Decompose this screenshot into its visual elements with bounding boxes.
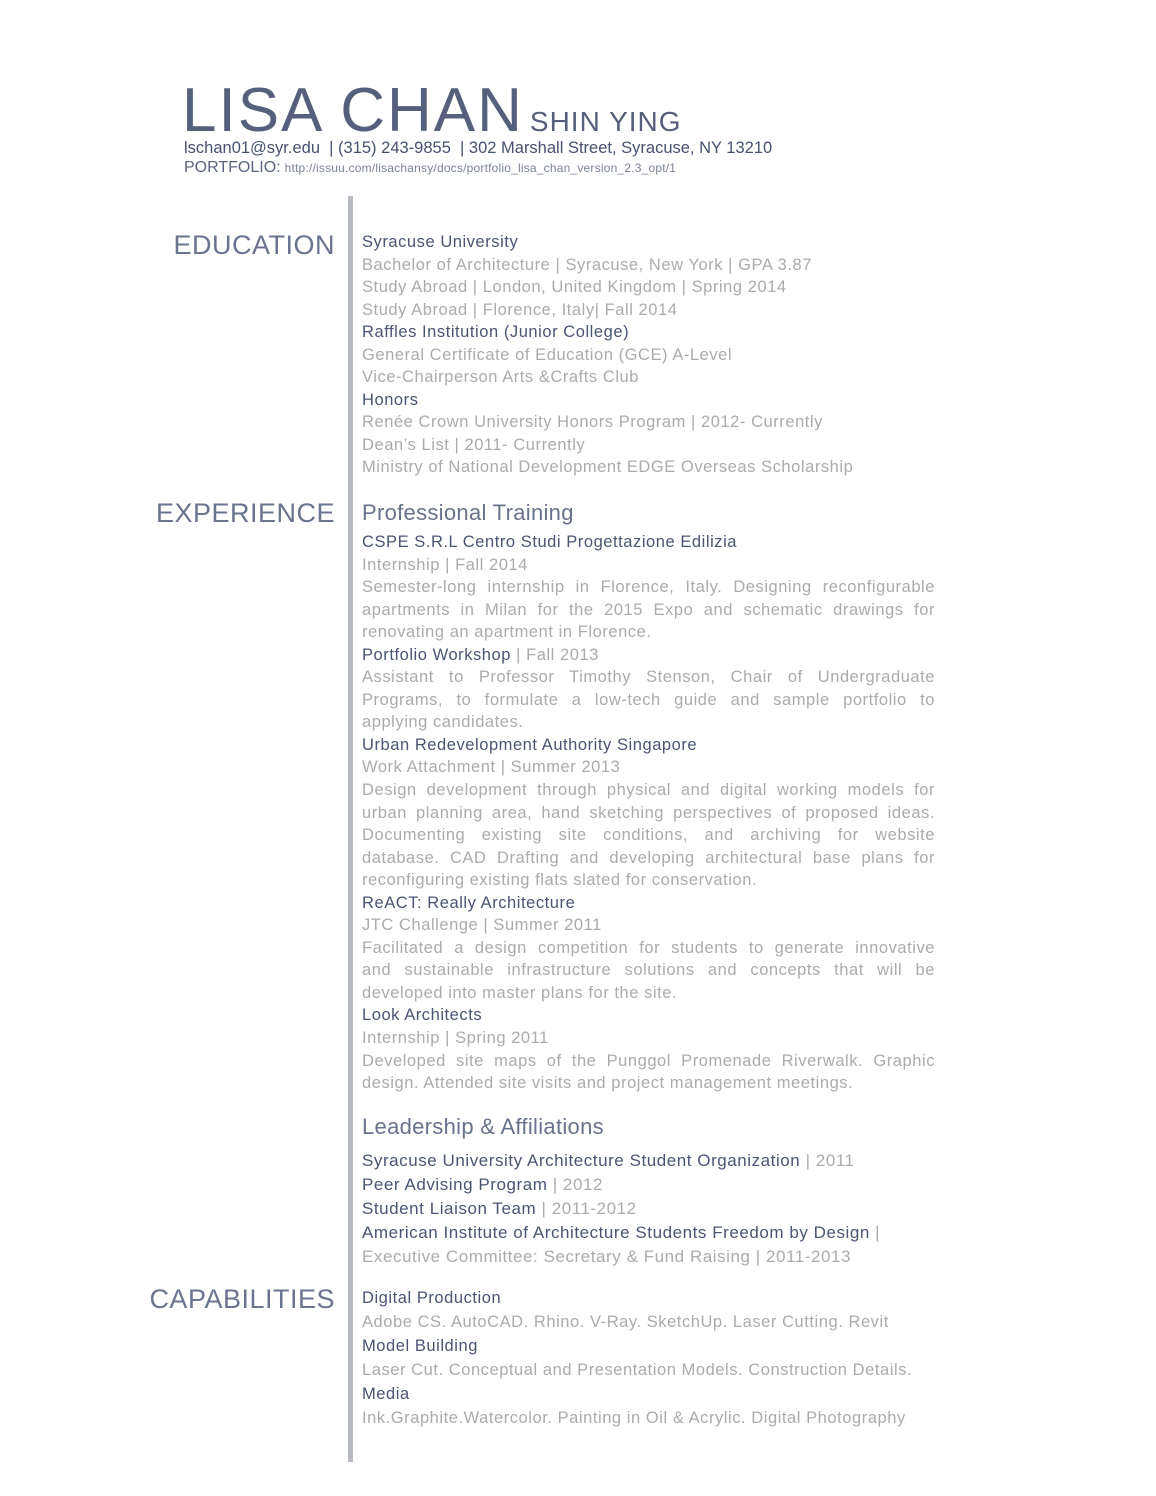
capability-title: Media xyxy=(362,1385,410,1403)
honor-item: Renée Crown University Honors Program | 2012- Currently xyxy=(362,413,823,432)
education-section xyxy=(362,231,935,479)
job-role: Work Attachment | Summer 2013 xyxy=(362,758,621,777)
job-desc-line: Assistant to Professor Timothy Stenson, Chair of Undergraduate xyxy=(362,668,935,687)
capability-title: Model Building xyxy=(362,1337,478,1355)
section-label-experience: EXPERIENCE xyxy=(155,498,335,528)
leadership-date: | 2012 xyxy=(547,1175,603,1194)
leadership-org: Syracuse University Architecture Student Organization xyxy=(362,1151,801,1170)
capability-title: Digital Production xyxy=(362,1289,502,1307)
job-desc-line: database. CAD Drafting and developing architectural base plans for xyxy=(362,848,935,867)
education-detail: General Certificate of Education (GCE) A-Level xyxy=(362,345,733,364)
job-desc-line: Documenting existing site conditions, and archiving for website xyxy=(362,826,935,845)
name-primary: LISA CHAN xyxy=(182,76,524,145)
job-date: | Fall 2013 xyxy=(511,645,599,664)
leadership-item xyxy=(362,1173,935,1197)
job-role: Internship | Fall 2014 xyxy=(362,555,528,574)
job-desc-line: apartments in Milan for the 2015 Expo and schematic drawings for xyxy=(362,600,935,619)
education-detail: Bachelor of Architecture | Syracuse, New York | GPA 3.87 xyxy=(362,255,812,274)
honor-item: Dean’s List | 2011- Currently xyxy=(362,435,586,454)
job-desc-line: and sustainable infrastructure solutions and concepts that will be xyxy=(362,961,935,980)
leadership-date: | 2011-2012 xyxy=(536,1199,637,1218)
job-desc-line: Design development through physical and digital working models for xyxy=(362,781,935,800)
job-desc-line: Facilitated a design competition for students to generate innovative xyxy=(362,938,935,957)
honor-item: Ministry of National Development EDGE Overseas Scholarship xyxy=(362,458,854,477)
job-org: CSPE S.R.L Centro Studi Progettazione Edilizia xyxy=(362,533,738,551)
job-role: Internship | Spring 2011 xyxy=(362,1029,549,1048)
job-desc-line: reconfiguring existing flats slated for conservation. xyxy=(362,871,758,890)
leadership-heading: Leadership & Affiliations xyxy=(362,1114,604,1139)
education-detail: Study Abroad | Florence, Italy| Fall 2014 xyxy=(362,300,678,319)
job-org: Portfolio Workshop xyxy=(362,645,511,664)
job-desc-line: Programs, to formulate a low-tech guide and sample portfolio to xyxy=(362,690,935,709)
education-detail: Vice-Chairperson Arts &Crafts Club xyxy=(362,368,639,387)
contact-line: lschan01@syr.edu | (315) 243-9855 | 302 Marshall Street, Syracuse, NY 13210 xyxy=(184,139,773,157)
leadership-org: Peer Advising Program xyxy=(362,1175,548,1194)
job-desc-line: applying candidates. xyxy=(362,713,524,732)
job-org-line xyxy=(362,644,935,667)
vertical-divider xyxy=(348,196,353,1462)
job-role: JTC Challenge | Summer 2011 xyxy=(362,916,602,935)
school-name: Raffles Institution (Junior College) xyxy=(362,323,630,342)
capability-detail: Ink.Graphite.Watercolor. Painting in Oil & Acrylic. Digital Photography xyxy=(362,1409,906,1427)
school-name: Syracuse University xyxy=(362,233,519,251)
job-desc-line: Developed site maps of the Punggol Promenade Riverwalk. Graphic xyxy=(362,1051,935,1070)
leadership-org: Student Liaison Team xyxy=(362,1199,537,1218)
name-secondary: SHIN YING xyxy=(529,106,682,137)
portfolio-link[interactable]: http://issuu.com/lisachansy/docs/portfolio_lisa_chan_version_2.3_opt/1 xyxy=(284,161,677,175)
honors-heading: Honors xyxy=(362,390,419,409)
capability-detail: Laser Cut. Conceptual and Presentation Models. Construction Details. xyxy=(362,1361,913,1379)
leadership-item xyxy=(362,1149,935,1173)
job-org: Urban Redevelopment Authority Singapore xyxy=(362,735,698,754)
job-desc-line: developed into master plans for the site. xyxy=(362,983,678,1002)
job-desc-line: renovating an apartment in Florence. xyxy=(362,623,652,642)
job-org: Look Architects xyxy=(362,1006,483,1025)
experience-section xyxy=(362,531,935,1095)
leadership-org: American Institute of Architecture Students Freedom by Design xyxy=(362,1223,870,1242)
capabilities-section xyxy=(362,1286,935,1430)
job-desc-line: urban planning area, hand sketching perspectives of proposed ideas. xyxy=(362,803,935,822)
job-desc-line: design. Attended site visits and project management meetings. xyxy=(362,1074,854,1093)
capability-detail: Adobe CS. AutoCAD. Rhino. V-Ray. SketchUp. Laser Cutting. Revit xyxy=(362,1313,889,1331)
leadership-date: | xyxy=(869,1223,881,1242)
job-desc-line: Semester-long internship in Florence, Italy. Designing reconfigurable xyxy=(362,578,935,597)
job-org: ReACT: Really Architecture xyxy=(362,893,576,912)
portfolio-label: PORTFOLIO: xyxy=(184,159,281,176)
leadership-section xyxy=(362,1149,935,1269)
leadership-date: | 2011 xyxy=(800,1151,855,1170)
leadership-item xyxy=(362,1221,935,1245)
portfolio-line xyxy=(184,158,676,178)
section-label-education: EDUCATION xyxy=(173,230,335,260)
leadership-item xyxy=(362,1197,935,1221)
leadership-detail: Executive Committee: Secretary & Fund Raising | 2011-2013 xyxy=(362,1247,852,1266)
education-detail: Study Abroad | London, United Kingdom | Spring 2014 xyxy=(362,278,787,297)
professional-training-heading: Professional Training xyxy=(362,500,574,525)
section-label-capabilities: CAPABILITIES xyxy=(149,1284,335,1314)
